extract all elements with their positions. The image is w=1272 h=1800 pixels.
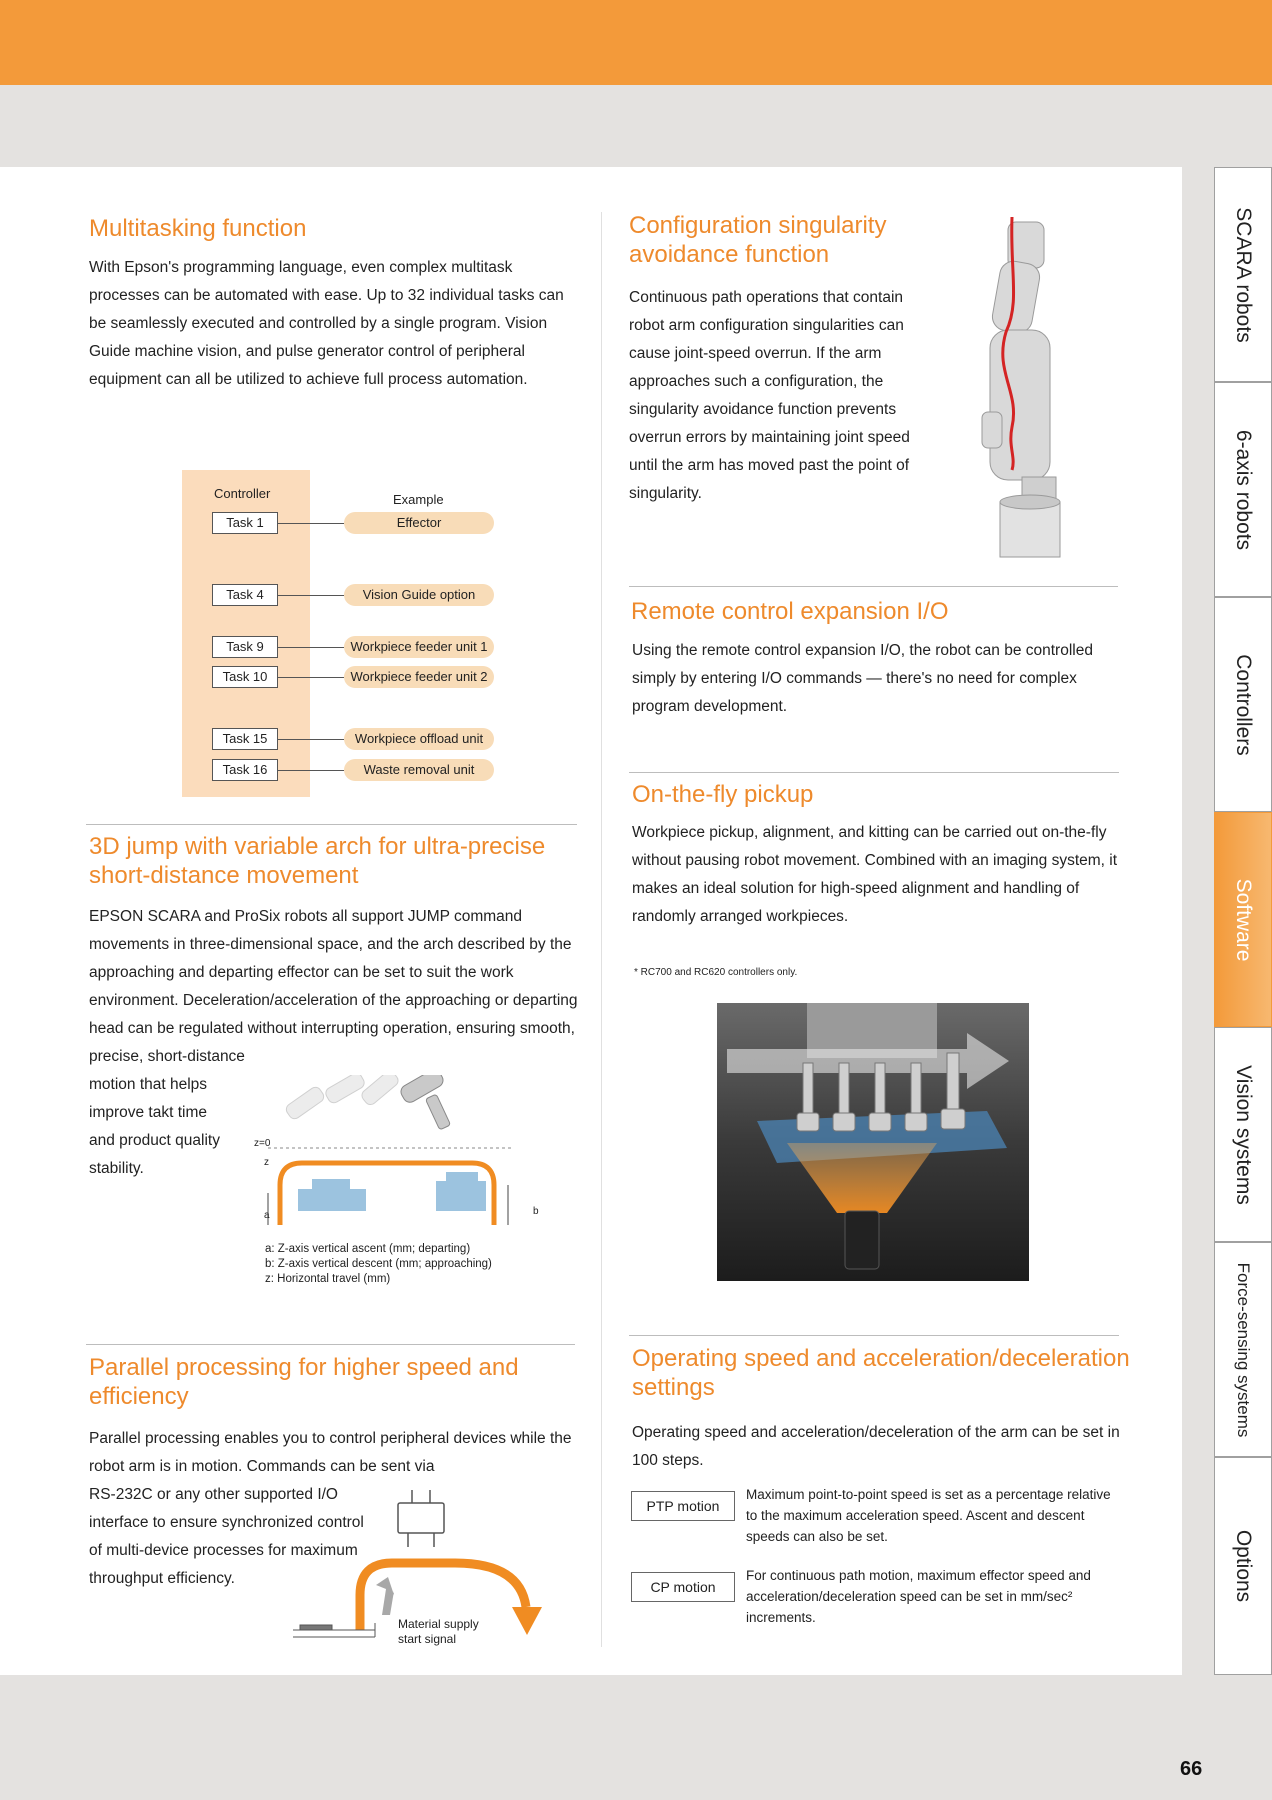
signal-arrow-icon	[376, 1577, 394, 1615]
tab-label: Software	[1232, 878, 1255, 961]
singularity-text: Continuous path operations that contain robot arm configuration singularities can cause joint-speed overrun. If the arm approaches such a configuration, the singularity avoidance function prevents overrun errors by maintaining joint speed until the arm has moved past the point of singularity.	[629, 289, 910, 502]
task-box: Task 1	[212, 512, 278, 534]
connector-line	[278, 647, 344, 648]
jump3d-title: 3D jump with variable arch for ultra-precise short-distance movement	[89, 833, 546, 889]
axis-label-a: a	[264, 1210, 270, 1221]
example-label: Example	[393, 492, 444, 507]
device-pill: Workpiece feeder unit 2	[344, 666, 494, 688]
task-box: Task 15	[212, 728, 278, 750]
tab-vision-systems[interactable]	[1214, 1027, 1272, 1242]
robot-arm-ghost	[284, 1075, 400, 1121]
six-axis-robot-illustration	[960, 212, 1090, 567]
column-divider	[601, 212, 602, 1647]
tab-label: 6-axis robots	[1232, 429, 1255, 550]
remote-title: Remote control expansion I/O	[631, 598, 949, 625]
camera-icon	[845, 1211, 879, 1269]
tab-scara-robots[interactable]	[1214, 167, 1272, 382]
cp-motion-text: For continuous path motion, maximum effector speed and acceleration/deceleration speed can be set in mm/sec² increments.	[746, 1568, 1091, 1625]
section-divider	[629, 1335, 1119, 1336]
on-the-fly-photo	[717, 1003, 1029, 1281]
singularity-title: Configuration singularity avoidance function	[629, 212, 887, 268]
tab-label: Force-sensing systems	[1234, 1262, 1253, 1437]
section-divider	[86, 824, 577, 825]
tab-label: Options	[1232, 1529, 1255, 1603]
tab-label: SCARA robots	[1232, 206, 1255, 343]
tab-label: Vision systems	[1232, 1064, 1255, 1205]
jump-arch-illustration	[250, 1075, 540, 1240]
footer-strip	[0, 1675, 1272, 1800]
robot-arm	[398, 1075, 450, 1130]
workpiece-left	[298, 1189, 366, 1211]
speed-title: Operating speed and acceleration/deceleration settings	[632, 1345, 1130, 1401]
tab-options[interactable]	[1214, 1457, 1272, 1675]
axis-label-z0: z=0	[254, 1138, 271, 1149]
device-pill: Effector	[344, 512, 494, 534]
connector-line	[278, 523, 344, 524]
speed-text: Operating speed and acceleration/deceleration of the arm can be set in 100 steps.	[632, 1424, 1120, 1469]
section-divider	[629, 772, 1119, 773]
page-number: 66	[1180, 1758, 1203, 1780]
multitask-text: With Epson's programming language, even complex multitask processes can be automated with ease. Up to 32 individual tasks can be seamlessly executed and controlled by a single program. Vision Guide machine vision, and pulse generator control of peripheral equipment can all be utilized to achieve full process automation.	[89, 259, 564, 388]
device-pill: Waste removal unit	[344, 759, 494, 781]
side-tab-nav	[1214, 167, 1272, 1675]
parallel-text-tail: RS-232C or any other supported I/O interface to ensure synchronized control of multi-device processes for maximum throughput efficiency.	[89, 1486, 364, 1587]
connector-line	[278, 739, 344, 740]
task-box: Task 16	[212, 759, 278, 781]
jump-legend-z: z: Horizontal travel (mm)	[265, 1273, 391, 1285]
onthefly-title: On-the-fly pickup	[632, 781, 814, 808]
parallel-text: Parallel processing enables you to control peripheral devices while the robot arm is in motion. Commands can be sent via	[89, 1430, 572, 1475]
tab-force-sensing-systems[interactable]	[1214, 1242, 1272, 1457]
connector-line	[278, 595, 344, 596]
task-box: Task 10	[212, 666, 278, 688]
workpiece-right	[436, 1181, 486, 1211]
ptp-motion-label: PTP motion	[631, 1491, 735, 1521]
jump3d-text-tail: motion that helps improve takt time and product quality stability.	[89, 1076, 220, 1177]
controller-label: Controller	[214, 486, 271, 501]
tab-label: Controllers	[1232, 653, 1255, 756]
workpiece-left-top	[312, 1179, 350, 1191]
jump-legend-b: b: Z-axis vertical descent (mm; approaching)	[265, 1258, 492, 1270]
tab-software[interactable]	[1214, 812, 1272, 1027]
tab-controllers[interactable]	[1214, 597, 1272, 812]
parallel-title: Parallel processing for higher speed and efficiency	[89, 1354, 519, 1410]
device-pill: Vision Guide option	[344, 584, 494, 606]
section-divider	[86, 1344, 575, 1345]
jump3d-text: EPSON SCARA and ProSix robots all support JUMP command movements in three-dimensional space, and the arch described by the approaching and departing effector can be set to suit the work environment. Deceleration/acceleration of the approaching or departing head can be regulated without interrupting operation, ensuring smooth, precise, short-distance	[89, 908, 578, 1065]
tab-6-axis-robots[interactable]	[1214, 382, 1272, 597]
axis-label-b: b	[533, 1206, 539, 1217]
connector-line	[278, 677, 344, 678]
multitask-title: Multitasking function	[89, 215, 307, 242]
top-banner	[0, 0, 1272, 85]
workpiece-right-top	[446, 1172, 478, 1182]
section-divider	[629, 586, 1118, 587]
remote-text: Using the remote control expansion I/O, the robot can be controlled simply by entering I/O commands — there's no need for complex program development.	[632, 642, 1093, 715]
arc-arrowhead-icon	[512, 1607, 542, 1635]
ptp-motion-text: Maximum point-to-point speed is set as a percentage relative to the maximum acceleration speed. Ascent and descent speeds can also be set.	[746, 1487, 1111, 1544]
axis-label-z: z	[264, 1157, 269, 1168]
jump-legend-a: a: Z-axis vertical ascent (mm; departing)	[265, 1243, 471, 1255]
device-pill: Workpiece offload unit	[344, 728, 494, 750]
gripper-icon	[398, 1490, 444, 1547]
onthefly-text: Workpiece pickup, alignment, and kitting can be carried out on-the-fly without pausing robot movement. Combined with an imaging system, it makes an ideal solution for high-speed alignment and handling of randomly arranged workpieces.	[632, 824, 1118, 925]
task-box: Task 9	[212, 636, 278, 658]
signal-label: Material supply start signal	[398, 1617, 479, 1646]
connector-line	[278, 770, 344, 771]
task-box: Task 4	[212, 584, 278, 606]
device-pill: Workpiece feeder unit 1	[344, 636, 494, 658]
onthefly-note: * RC700 and RC620 controllers only.	[634, 967, 798, 978]
cp-motion-label: CP motion	[631, 1572, 735, 1602]
